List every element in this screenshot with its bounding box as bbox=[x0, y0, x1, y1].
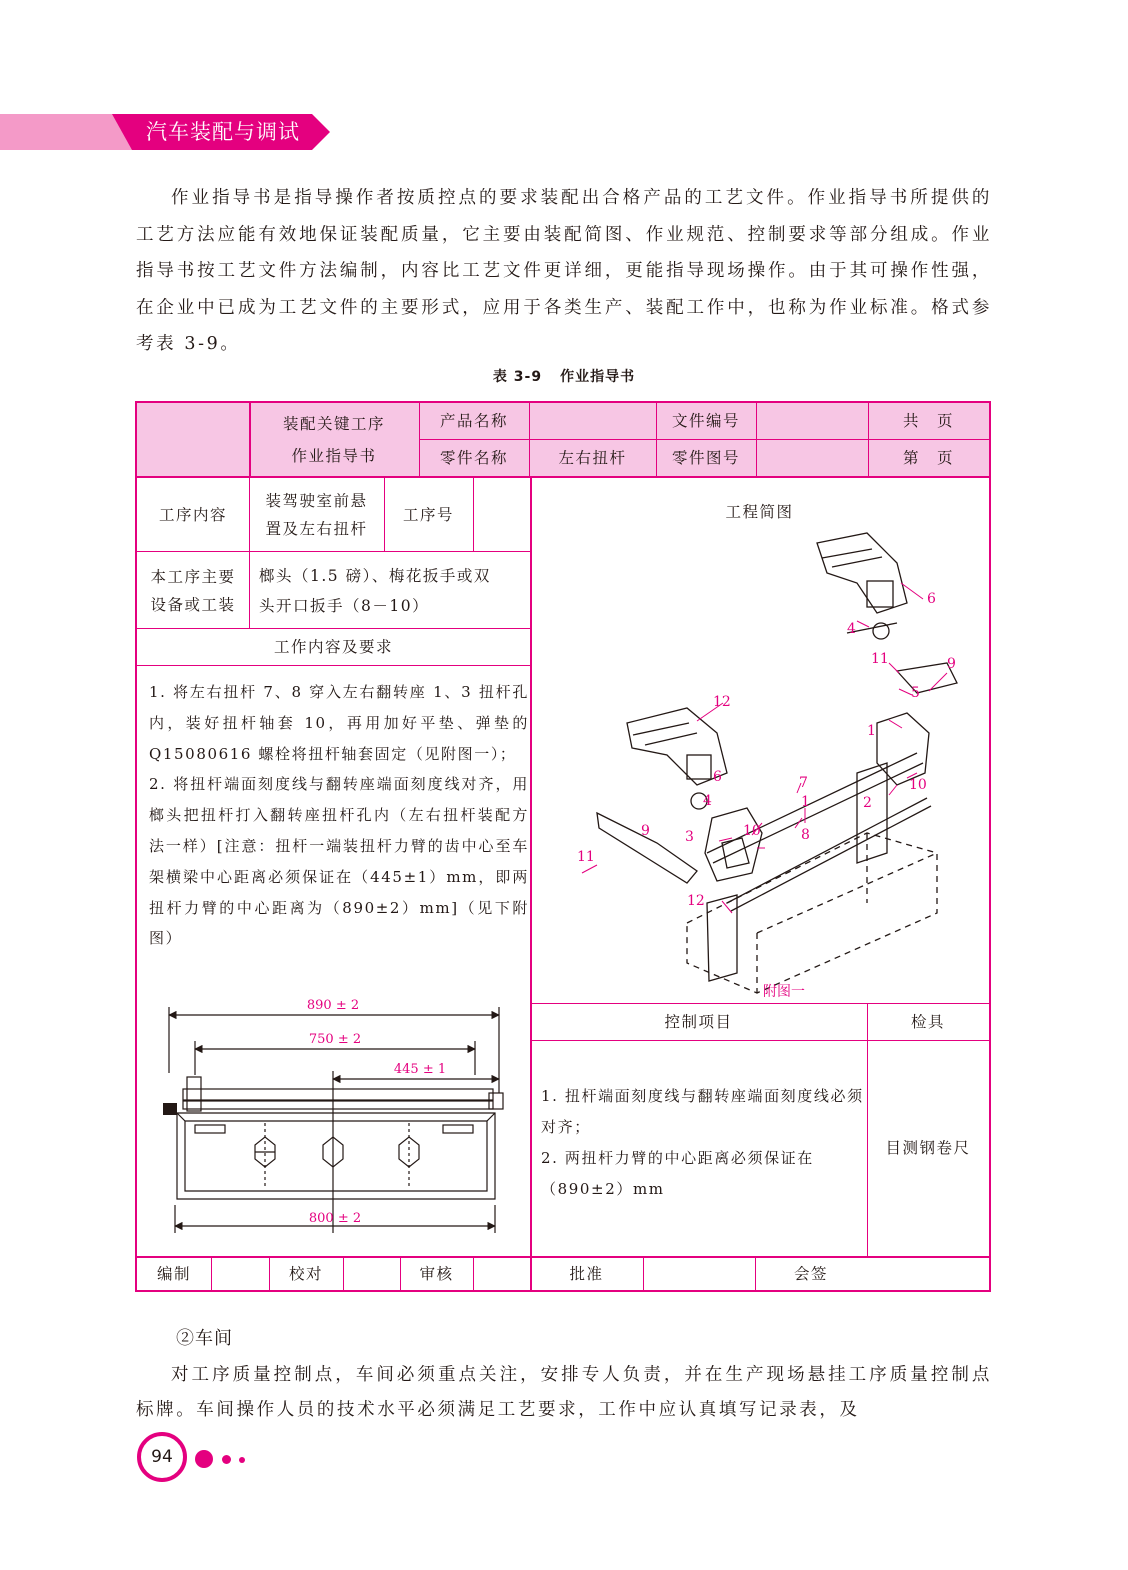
bolt-head bbox=[163, 1103, 177, 1115]
callout-12b: 12 bbox=[687, 893, 705, 909]
torsion-bar-dimension-drawing bbox=[155, 993, 515, 1243]
callout-11a: 11 bbox=[871, 651, 889, 667]
rule bbox=[530, 1040, 989, 1041]
callout-6a: 6 bbox=[927, 591, 936, 607]
part-no-label: 零件图号 bbox=[671, 449, 740, 467]
equipment-value-line1: 榔头（1.5 磅）、梅花扳手或双 bbox=[259, 566, 491, 585]
countersign-value bbox=[867, 1258, 989, 1290]
total-pages: 共 页 bbox=[902, 412, 954, 430]
product-name-label: 产品名称 bbox=[439, 412, 508, 430]
callout-3: 3 bbox=[685, 829, 694, 845]
assembly-sketch bbox=[537, 523, 987, 1003]
reviewed-value bbox=[473, 1258, 530, 1290]
rule bbox=[343, 1258, 344, 1290]
page-dot-medium bbox=[222, 1455, 231, 1464]
product-name-value bbox=[529, 403, 656, 439]
rule bbox=[137, 476, 989, 478]
rule bbox=[249, 403, 251, 476]
work-content-label: 工作内容及要求 bbox=[273, 638, 393, 656]
rule bbox=[643, 1258, 644, 1290]
dim-800: 800 ± 2 bbox=[308, 1211, 362, 1226]
table-title: 作业指导书 bbox=[560, 369, 636, 385]
equipment-value-line2: 头开口扳手（8－10） bbox=[259, 596, 430, 615]
process-no-value bbox=[473, 478, 530, 551]
callout-8: 8 bbox=[801, 827, 810, 843]
part-no-value bbox=[756, 440, 868, 476]
rule bbox=[137, 628, 530, 629]
part-name-value: 左右扭杆 bbox=[558, 449, 627, 467]
rule bbox=[400, 1258, 401, 1290]
section-paragraph: 对工序质量控制点，车间必须重点关注，安排专人负责，并在生产现场悬挂工序质量控制点标牌。车间操作人员的技术水平必须满足工艺要求，工作中应认真填写记录表，及 bbox=[136, 1365, 992, 1420]
callout-10b: 10 bbox=[743, 823, 761, 839]
callout-6b: 6 bbox=[713, 769, 722, 785]
doc-title-line1: 装配关键工序 bbox=[282, 414, 385, 433]
doc-title-cell bbox=[249, 403, 419, 476]
process-content-label: 工序内容 bbox=[158, 505, 227, 524]
callout-9a: 9 bbox=[947, 656, 956, 672]
rule bbox=[137, 665, 530, 666]
table-number: 表 3-9 bbox=[492, 369, 543, 385]
equipment-label bbox=[137, 553, 249, 628]
equipment-value bbox=[249, 553, 530, 628]
page-number: 94 bbox=[137, 1432, 187, 1482]
rule bbox=[137, 1256, 989, 1258]
figure-caption: 附图一 bbox=[763, 984, 805, 1000]
process-content-line2: 置及左右扭杆 bbox=[265, 519, 368, 538]
callout-9b: 9 bbox=[641, 823, 650, 839]
equipment-label-line2: 设备或工装 bbox=[150, 595, 236, 614]
rule bbox=[269, 1258, 270, 1290]
callout-11b: 11 bbox=[577, 849, 595, 865]
process-no-label: 工序号 bbox=[402, 505, 454, 524]
process-content-line1: 装驾驶室前悬 bbox=[265, 491, 368, 510]
doc-title-line2: 作业指导书 bbox=[291, 446, 377, 465]
page-no: 第 页 bbox=[902, 449, 954, 467]
callout-12a: 12 bbox=[713, 694, 731, 710]
work-requirements-text: 1. 将左右扭杆 7、8 穿入左右翻转座 1、3 扭杆孔内，装好扭杆轴套 10，再用加好平垫、弹垫的 Q15080616 螺栓将扭杆轴套固定（见附图一）； 2. 将扭杆端面刻度线与翻转座端面刻度线对齐，用榔头把扭杆打入翻转座扭杆孔内（左右扭杆装配方法一样）[注意：扭杆一端装扭杆力臂的齿中心至车架横梁中心距离必须保证在（445±1）mm，即两扭杆力臂的中心距离为（890±2）mm]（见下附图） bbox=[149, 683, 529, 948]
inspection-tool-value: 目测钢卷尺 bbox=[885, 1139, 971, 1157]
callout-2: 2 bbox=[863, 795, 872, 811]
rule bbox=[137, 551, 530, 552]
prepared-label: 编制 bbox=[156, 1265, 191, 1283]
section-title: ②车间 bbox=[176, 1328, 233, 1349]
rule bbox=[473, 1258, 474, 1290]
dim-445: 445 ± 1 bbox=[393, 1062, 447, 1077]
intro-paragraph: 作业指导书是指导操作者按质控点的要求装配出合格产品的工艺文件。作业指导书所提供的工艺方法应能有效地保证装配质量，它主要由装配简图、作业规范、控制要求等部分组成。作业指导书按工艺文件方法编制，内容比工艺文件更详细，更能指导现场操作。由于其可操作性强，在企业中已成为工艺文件的主要形式，应用于各类生产、装配工作中，也称为作业标准。格式参考表 3-9。 bbox=[136, 188, 992, 354]
rule bbox=[473, 478, 474, 551]
chapter-title: 汽车装配与调试 bbox=[146, 120, 300, 144]
approved-label: 批准 bbox=[569, 1265, 604, 1283]
callout-1a: 1 bbox=[867, 723, 876, 739]
approved-value bbox=[643, 1258, 755, 1290]
sketch-label: 工程简图 bbox=[725, 503, 794, 521]
callout-7: 7 bbox=[799, 775, 808, 791]
rule bbox=[530, 478, 532, 1290]
callout-4b: 4 bbox=[703, 793, 712, 809]
reviewed-label: 审核 bbox=[419, 1265, 454, 1283]
page-dot-small bbox=[239, 1457, 245, 1463]
countersign-label: 会签 bbox=[793, 1265, 828, 1283]
dim-890: 890 ± 2 bbox=[306, 998, 360, 1013]
page-dot-large bbox=[195, 1450, 213, 1468]
rule bbox=[530, 1003, 989, 1004]
callout-1b: 1 bbox=[801, 794, 810, 810]
checked-value bbox=[343, 1258, 400, 1290]
process-content-value bbox=[249, 478, 384, 551]
control-items-text: 1. 扭杆端面刻度线与翻转座端面刻度线必须对齐； 2. 两扭杆力臂的中心距离必须保证在（890±2）mm bbox=[541, 1087, 864, 1198]
file-no-value bbox=[756, 403, 868, 439]
work-instruction-table bbox=[135, 401, 991, 1292]
prepared-value bbox=[211, 1258, 269, 1290]
rule bbox=[384, 478, 385, 551]
rule bbox=[755, 1258, 756, 1290]
table-caption bbox=[0, 366, 1128, 386]
equipment-label-line1: 本工序主要 bbox=[150, 567, 236, 586]
rule bbox=[249, 478, 250, 628]
dim-750: 750 ± 2 bbox=[308, 1032, 362, 1047]
inspection-tool-label: 检具 bbox=[910, 1013, 945, 1031]
control-items-label: 控制项目 bbox=[664, 1013, 733, 1031]
callout-4a: 4 bbox=[847, 621, 856, 637]
rule bbox=[419, 439, 989, 440]
rule bbox=[867, 1003, 868, 1256]
rule bbox=[211, 1258, 212, 1290]
file-no-label: 文件编号 bbox=[671, 412, 740, 430]
part-name-label: 零件名称 bbox=[439, 449, 508, 467]
checked-label: 校对 bbox=[288, 1265, 323, 1283]
callout-10a: 10 bbox=[909, 777, 927, 793]
callout-5: 5 bbox=[911, 685, 920, 701]
